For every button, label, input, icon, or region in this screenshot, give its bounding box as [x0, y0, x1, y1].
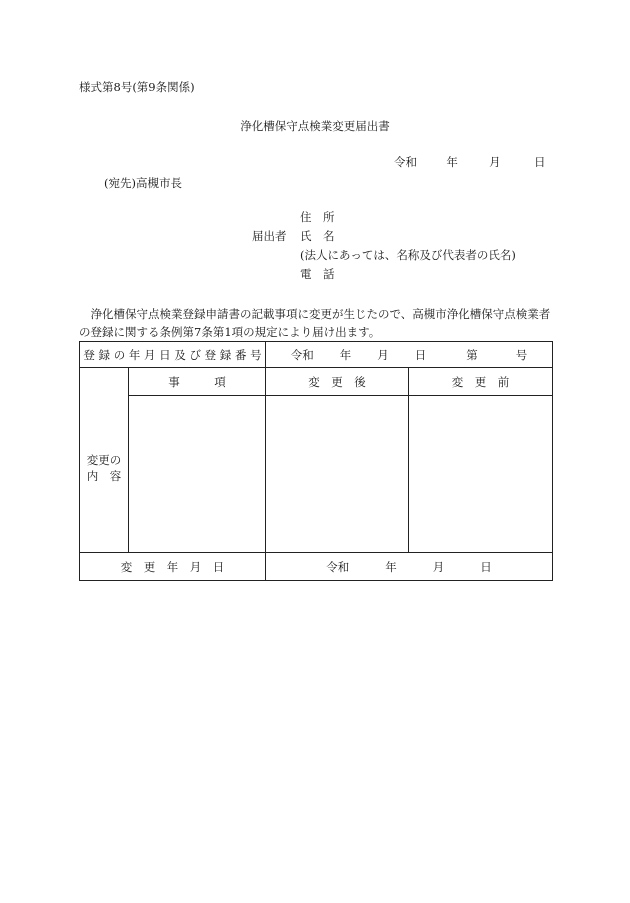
change-date-label: 変 更 年 月 日	[120, 559, 225, 574]
date-month: 月	[489, 155, 501, 169]
change-content-label: 変更の 内 容	[86, 453, 122, 483]
col-after-header	[266, 368, 409, 396]
corporate-note: (法人にあっては、名称及び代表者の氏名)	[300, 248, 516, 262]
col-after-label: 変 更 後	[308, 374, 366, 389]
notifier-label: 届出者	[252, 229, 287, 243]
before-input-cell[interactable]	[409, 396, 553, 553]
notifier-block	[252, 212, 516, 288]
col-item-label: 事 項	[168, 374, 226, 389]
form-number: 様式第8号(第9条関係)	[79, 80, 195, 94]
address-label: 住 所	[300, 210, 335, 224]
addressee: (宛先)高槻市長	[104, 176, 182, 190]
change-day: 日	[480, 559, 492, 574]
change-content-label-cell	[80, 368, 129, 553]
change-era: 令和	[326, 559, 350, 574]
reg-go: 号	[515, 347, 528, 362]
name-label: 氏 名	[300, 229, 335, 243]
item-input-cell[interactable]	[129, 396, 266, 553]
date-era: 令和	[394, 155, 417, 169]
change-year: 年	[385, 559, 397, 574]
change-date-value-cell[interactable]	[266, 553, 553, 581]
reg-year: 年	[339, 347, 352, 362]
registration-label: 登 録 の 年 月 日 及 び 登 録 番 号	[83, 347, 262, 362]
document-title: 浄化槽保守点検業変更届出書	[240, 119, 390, 133]
reg-no: 第	[466, 347, 478, 362]
date-year: 年	[446, 155, 458, 169]
after-input-cell[interactable]	[266, 396, 409, 553]
date-day: 日	[533, 155, 546, 169]
col-item-header	[129, 368, 266, 396]
reg-era: 令和	[290, 347, 314, 362]
notification-statement: 浄化槽保守点検業登録申請書の記載事項に変更が生じたので、高槻市浄化槽保守点検業者の登録に関する条例第7条第1項の規定により届け出ます。	[79, 307, 551, 339]
change-table	[79, 341, 553, 581]
phone-label: 電 話	[300, 267, 335, 281]
submission-date	[394, 157, 545, 169]
registration-value-cell[interactable]	[266, 342, 553, 368]
change-date-label-cell	[80, 553, 266, 581]
reg-month: 月	[377, 347, 389, 362]
reg-day: 日	[414, 347, 427, 362]
col-before-label: 変 更 前	[451, 374, 510, 389]
registration-label-cell	[80, 342, 266, 368]
change-month: 月	[432, 559, 445, 574]
col-before-header	[409, 368, 553, 396]
